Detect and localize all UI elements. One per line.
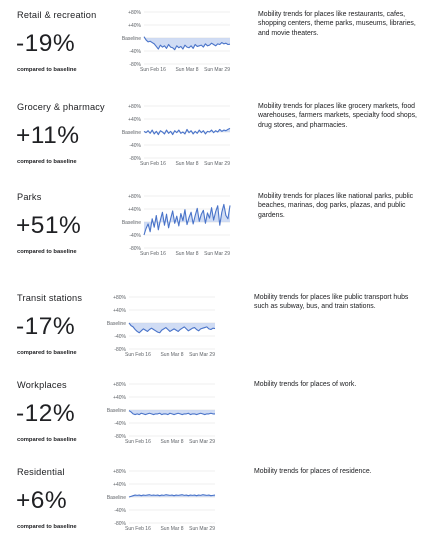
y-tick-label: +80% — [128, 104, 141, 110]
y-tick-label: Baseline — [121, 130, 141, 136]
trend-chart — [106, 469, 215, 533]
x-tick-label: Sun Mar 8 — [160, 439, 184, 445]
trend-chart — [121, 104, 230, 168]
comparison-label: compared to baseline — [17, 437, 77, 443]
y-tick-label: Baseline — [106, 495, 126, 501]
headline-change: +6% — [16, 487, 68, 514]
comparison-label: compared to baseline — [17, 67, 77, 73]
x-tick-label: Sun Mar 29 — [204, 251, 230, 257]
x-tick-label: Sun Mar 8 — [160, 352, 184, 358]
category-title: Grocery & pharmacy — [17, 102, 105, 112]
y-tick-label: -80% — [129, 246, 141, 252]
y-tick-label: Baseline — [121, 36, 141, 42]
y-tick-label: Baseline — [121, 220, 141, 226]
y-tick-label: -40% — [114, 334, 126, 340]
x-tick-label: Sun Feb 16 — [125, 352, 151, 358]
category-description: Mobility trends for places of residence. — [254, 468, 372, 475]
y-tick-label: -40% — [129, 143, 141, 149]
y-tick-label: +80% — [128, 194, 141, 200]
trend-chart — [106, 295, 215, 359]
x-tick-label: Sun Mar 29 — [204, 67, 230, 73]
trend-chart — [121, 194, 230, 258]
trend-chart — [106, 382, 215, 446]
category-title: Retail & recreation — [17, 10, 97, 20]
x-tick-label: Sun Feb 16 — [125, 526, 151, 532]
x-tick-label: Sun Mar 8 — [160, 526, 184, 532]
comparison-label: compared to baseline — [17, 350, 77, 356]
y-tick-label: Baseline — [106, 321, 126, 327]
y-tick-label: -80% — [114, 521, 126, 527]
category-title: Transit stations — [17, 293, 83, 303]
comparison-label: compared to baseline — [17, 159, 77, 165]
y-tick-label: -80% — [129, 62, 141, 68]
y-tick-label: +40% — [128, 117, 141, 123]
category-title: Parks — [17, 192, 42, 202]
category-description: Mobility trends for places of work. — [254, 381, 357, 388]
y-tick-label: +80% — [113, 469, 126, 475]
category-description: Mobility trends for places like national parks, public beaches, marinas, dog parks, plazas, and public gardens. — [258, 193, 414, 219]
y-tick-label: -80% — [114, 434, 126, 440]
mobility-section — [0, 0, 434, 90]
y-tick-label: +40% — [113, 395, 126, 401]
y-tick-label: -80% — [129, 156, 141, 162]
y-tick-label: -80% — [114, 347, 126, 353]
y-tick-label: +40% — [128, 207, 141, 213]
y-tick-label: +40% — [113, 308, 126, 314]
y-tick-label: Baseline — [106, 408, 126, 414]
x-tick-label: Sun Feb 16 — [140, 251, 166, 257]
y-tick-label: +40% — [128, 23, 141, 29]
comparison-label: compared to baseline — [17, 249, 77, 255]
y-tick-label: -40% — [129, 49, 141, 55]
mobility-section — [0, 182, 434, 272]
x-tick-label: Sun Feb 16 — [140, 67, 166, 73]
x-tick-label: Sun Mar 29 — [189, 526, 215, 532]
category-title: Residential — [17, 467, 65, 477]
y-tick-label: -40% — [114, 508, 126, 514]
mobility-section — [0, 92, 434, 182]
mobility-section — [0, 457, 434, 547]
x-tick-label: Sun Mar 29 — [189, 439, 215, 445]
trend-chart — [121, 10, 230, 74]
comparison-label: compared to baseline — [17, 524, 77, 530]
x-tick-label: Sun Mar 8 — [175, 161, 199, 167]
category-description: Mobility trends for places like restaurants, cafes, shopping centers, theme parks, museums, libraries, and movie theaters. — [258, 11, 416, 37]
category-title: Workplaces — [17, 380, 67, 390]
headline-change: +11% — [16, 122, 80, 149]
headline-change: +51% — [16, 212, 82, 239]
x-tick-label: Sun Mar 8 — [175, 67, 199, 73]
y-tick-label: -40% — [114, 421, 126, 427]
category-description: Mobility trends for places like grocery markets, food warehouses, farmers markets, specialty food shops, drug stores, and pharmacies. — [258, 103, 417, 129]
category-description: Mobility trends for places like public transport hubs such as subway, bus, and train stations. — [254, 294, 409, 311]
x-tick-label: Sun Mar 8 — [175, 251, 199, 257]
x-tick-label: Sun Feb 16 — [140, 161, 166, 167]
y-tick-label: +80% — [113, 295, 126, 301]
x-tick-label: Sun Mar 29 — [189, 352, 215, 358]
y-tick-label: +40% — [113, 482, 126, 488]
mobility-section — [0, 370, 434, 460]
y-tick-label: +80% — [113, 382, 126, 388]
x-tick-label: Sun Feb 16 — [125, 439, 151, 445]
headline-change: -17% — [16, 313, 76, 340]
y-tick-label: -40% — [129, 233, 141, 239]
x-tick-label: Sun Mar 29 — [204, 161, 230, 167]
y-tick-label: +80% — [128, 10, 141, 16]
headline-change: -19% — [16, 30, 76, 57]
headline-change: -12% — [16, 400, 76, 427]
mobility-section — [0, 283, 434, 373]
